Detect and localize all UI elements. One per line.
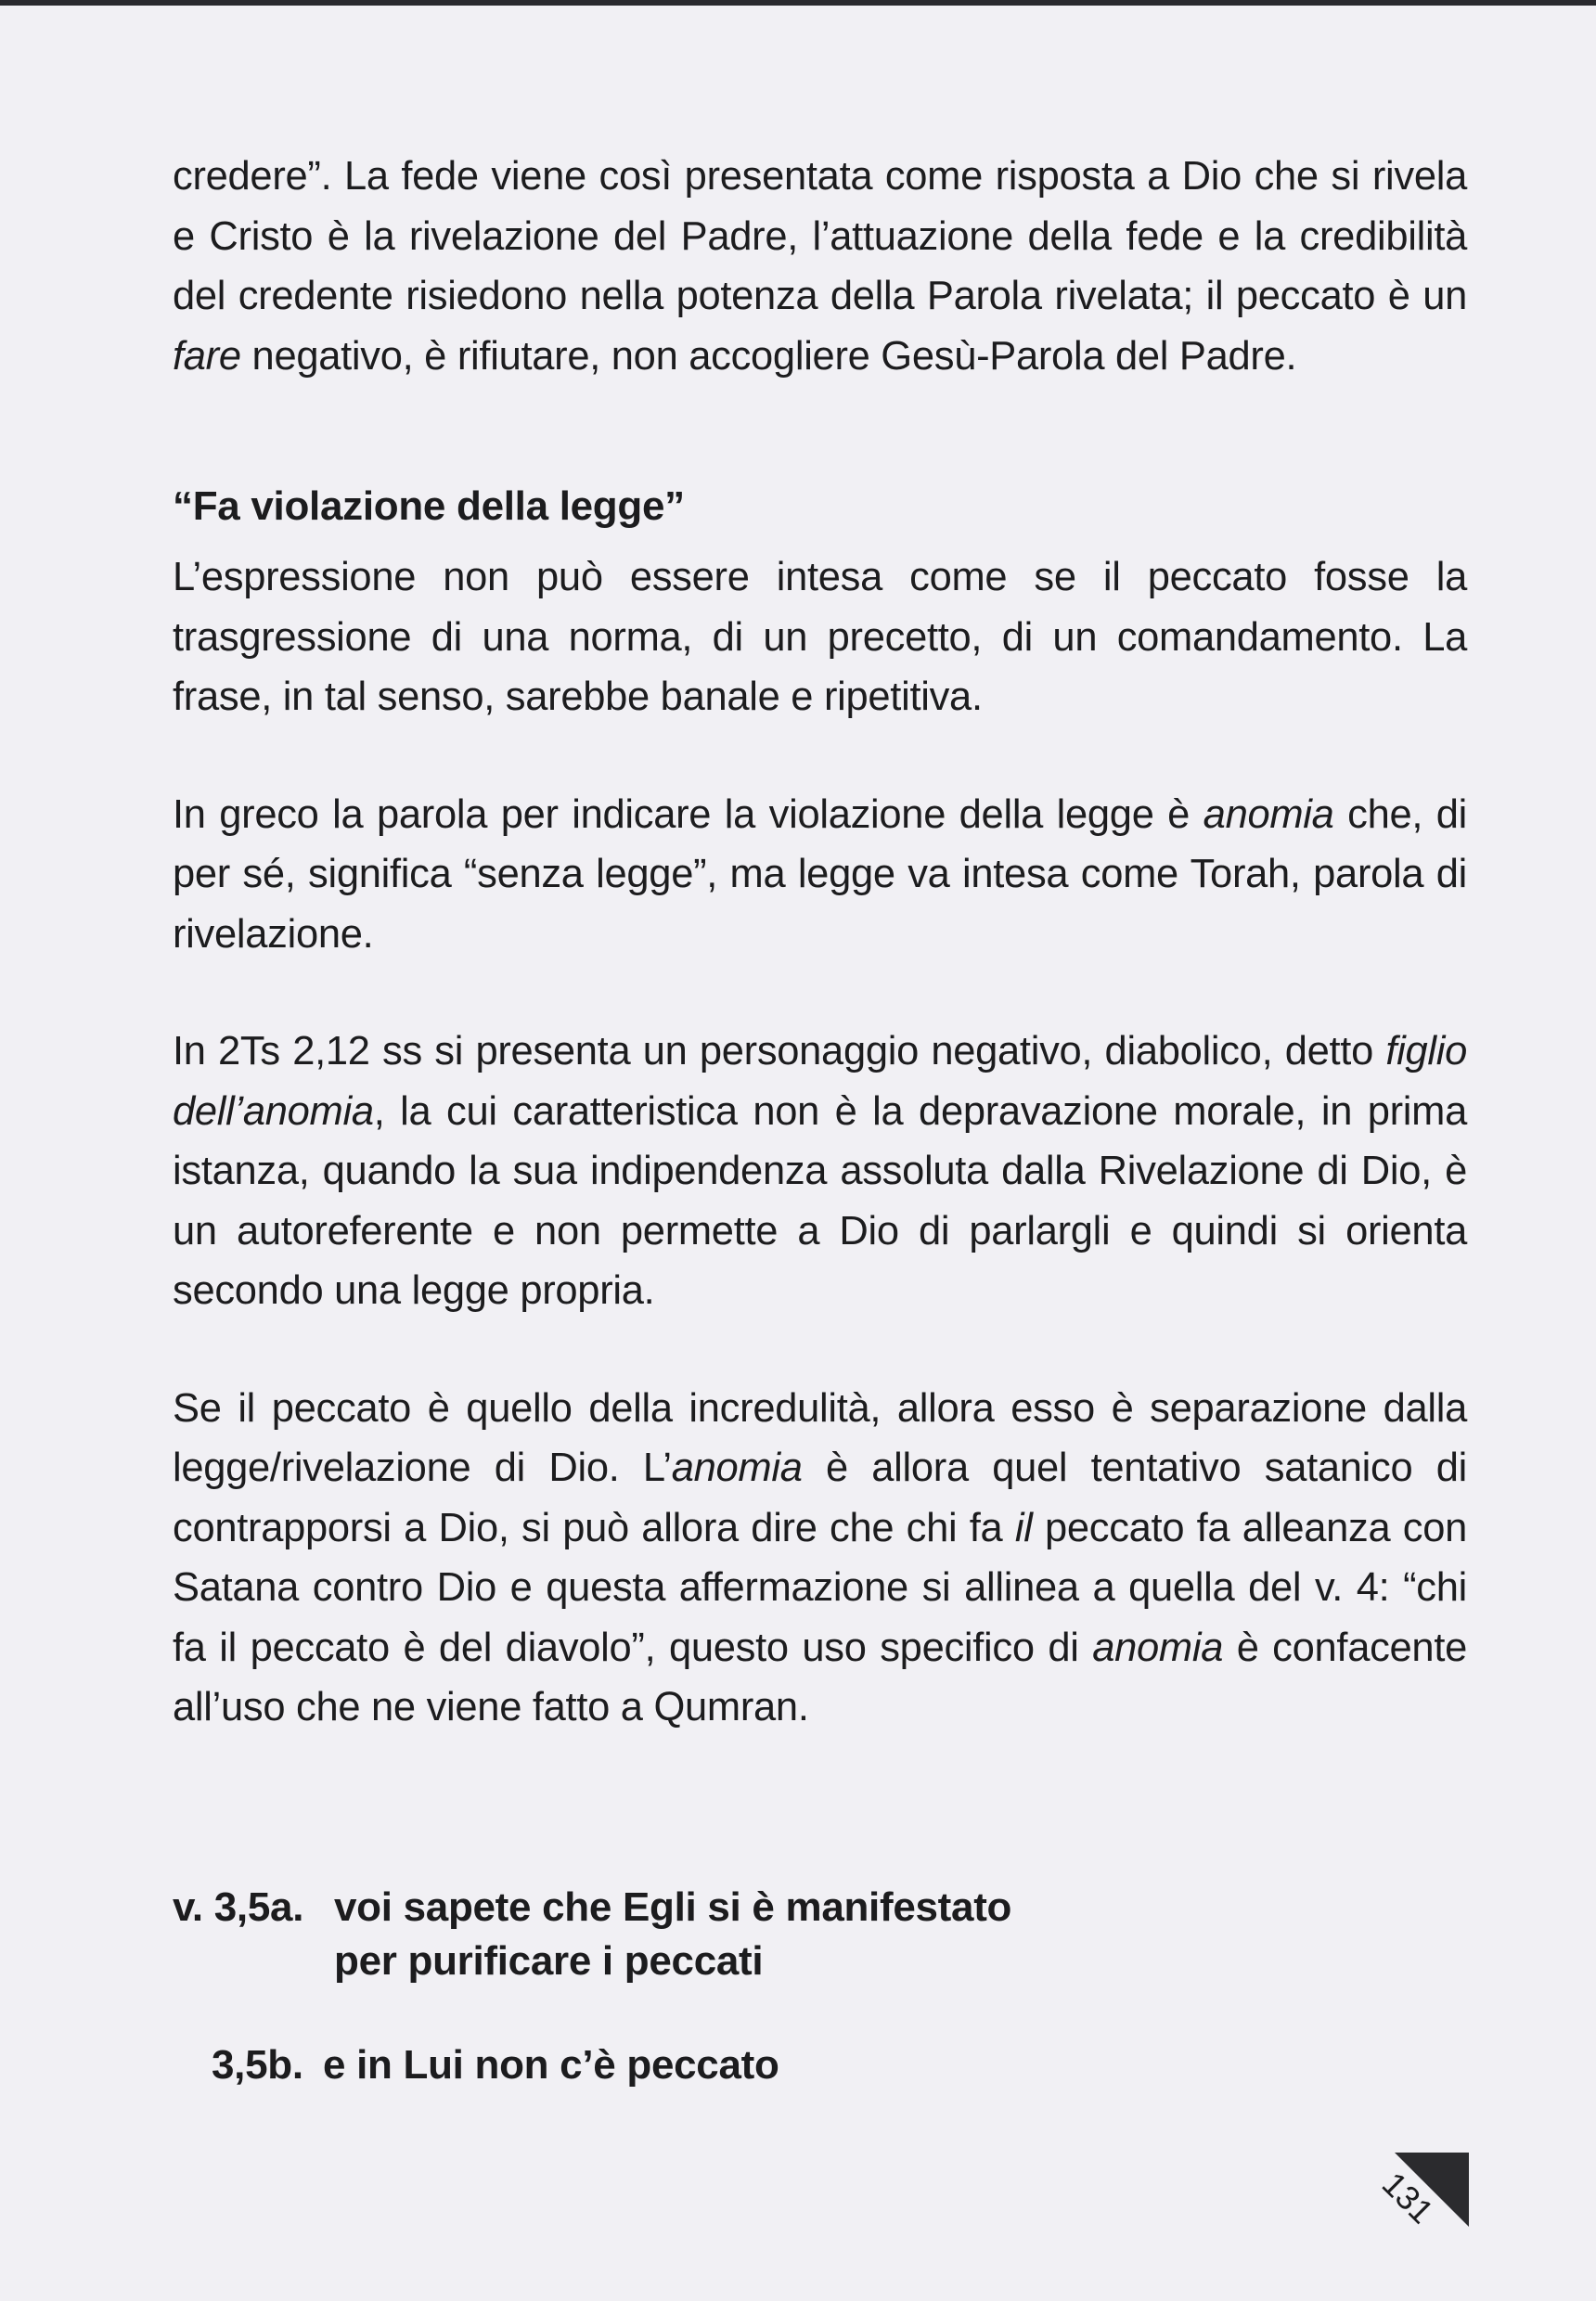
text-run: credere”. La fede viene così presentata come risposta a Dio che si rivela e Cristo è la rivelazione del Padre, l’attuazione della fede e la credibilità del credente risiedono nella potenza della Parola rivelata; il peccato è un [173, 154, 1467, 318]
paragraph-1 [173, 147, 1467, 386]
paragraph-2 [173, 547, 1467, 727]
text-run: negativo, è rifiutare, non accogliere Gesù-Parola del Padre. [240, 333, 1297, 379]
italic-term: anomia [1203, 791, 1334, 837]
page-number: 131 [1374, 2164, 1442, 2231]
verse-3-5a-cont [334, 1935, 763, 1988]
top-border [0, 0, 1596, 6]
italic-term: fare [173, 333, 241, 379]
text-run: L’espressione non può essere intesa come se il peccato fosse la trasgressione di una norma, di un precetto, di un comandamento. La frase, in tal senso, sarebbe banale e ripetitiva. [173, 555, 1467, 719]
text-run: è confacente all’uso che ne viene fatto a Qumran. [173, 1625, 1468, 1729]
italic-term: anomia [671, 1446, 803, 1490]
verse-text: voi sapete che Egli si è manifestato [334, 1884, 1012, 1930]
italic-term: figlio dell’anomia [173, 1029, 1467, 1134]
text-run: che, di per sé, significa “senza legge”, ma legge va intesa come Torah, parola di rivelazione. [173, 791, 1467, 957]
text-run: , la cui caratteristica non è la depravazione morale, in prima istanza, quando la sua indipendenza assoluta dalla Rivelazione di Dio, è un autoreferente e non permette a Dio di parlargli e quindi si orienta secondo una legge propria. [173, 1088, 1467, 1313]
verse-ref: 3,5b. [212, 2042, 303, 2088]
verse-3-5b [212, 2038, 779, 2092]
text-run: è allora quel tentativo satanico di contrapporsi a Dio, si può allora dire che chi fa [173, 1446, 1467, 1550]
verse-3-5a [173, 1881, 1011, 1935]
verse-text: per purificare i peccati [334, 1938, 764, 1984]
paragraph-3 [173, 785, 1467, 965]
italic-term: anomia [1092, 1625, 1224, 1670]
section-heading: “Fa violazione della legge” [173, 483, 685, 529]
paragraph-4 [173, 1022, 1467, 1321]
text-run: peccato fa alleanza con Satana contro Dio e questa affermazione si allinea a quella del v. 4: “chi fa il peccato è del diavolo”, questo uso specifico di [173, 1505, 1467, 1670]
italic-term: il [1014, 1505, 1033, 1550]
text-run: Se il peccato è quello della incredulità, allora esso è separazione dalla legge/rivelazione di Dio. L’ [173, 1385, 1467, 1490]
text-run: In 2Ts 2,12 ss si presenta un personaggio negativo, diabolico, detto [173, 1029, 1386, 1073]
paragraph-5 [173, 1379, 1467, 1738]
text-run: In greco la parola per indicare la violazione della legge è [173, 791, 1203, 837]
page-body [173, 147, 1467, 1738]
verse-text: e in Lui non c’è peccato [323, 2042, 779, 2088]
verse-ref: v. 3,5a. [173, 1884, 304, 1930]
page-number-corner [1374, 2151, 1471, 2243]
